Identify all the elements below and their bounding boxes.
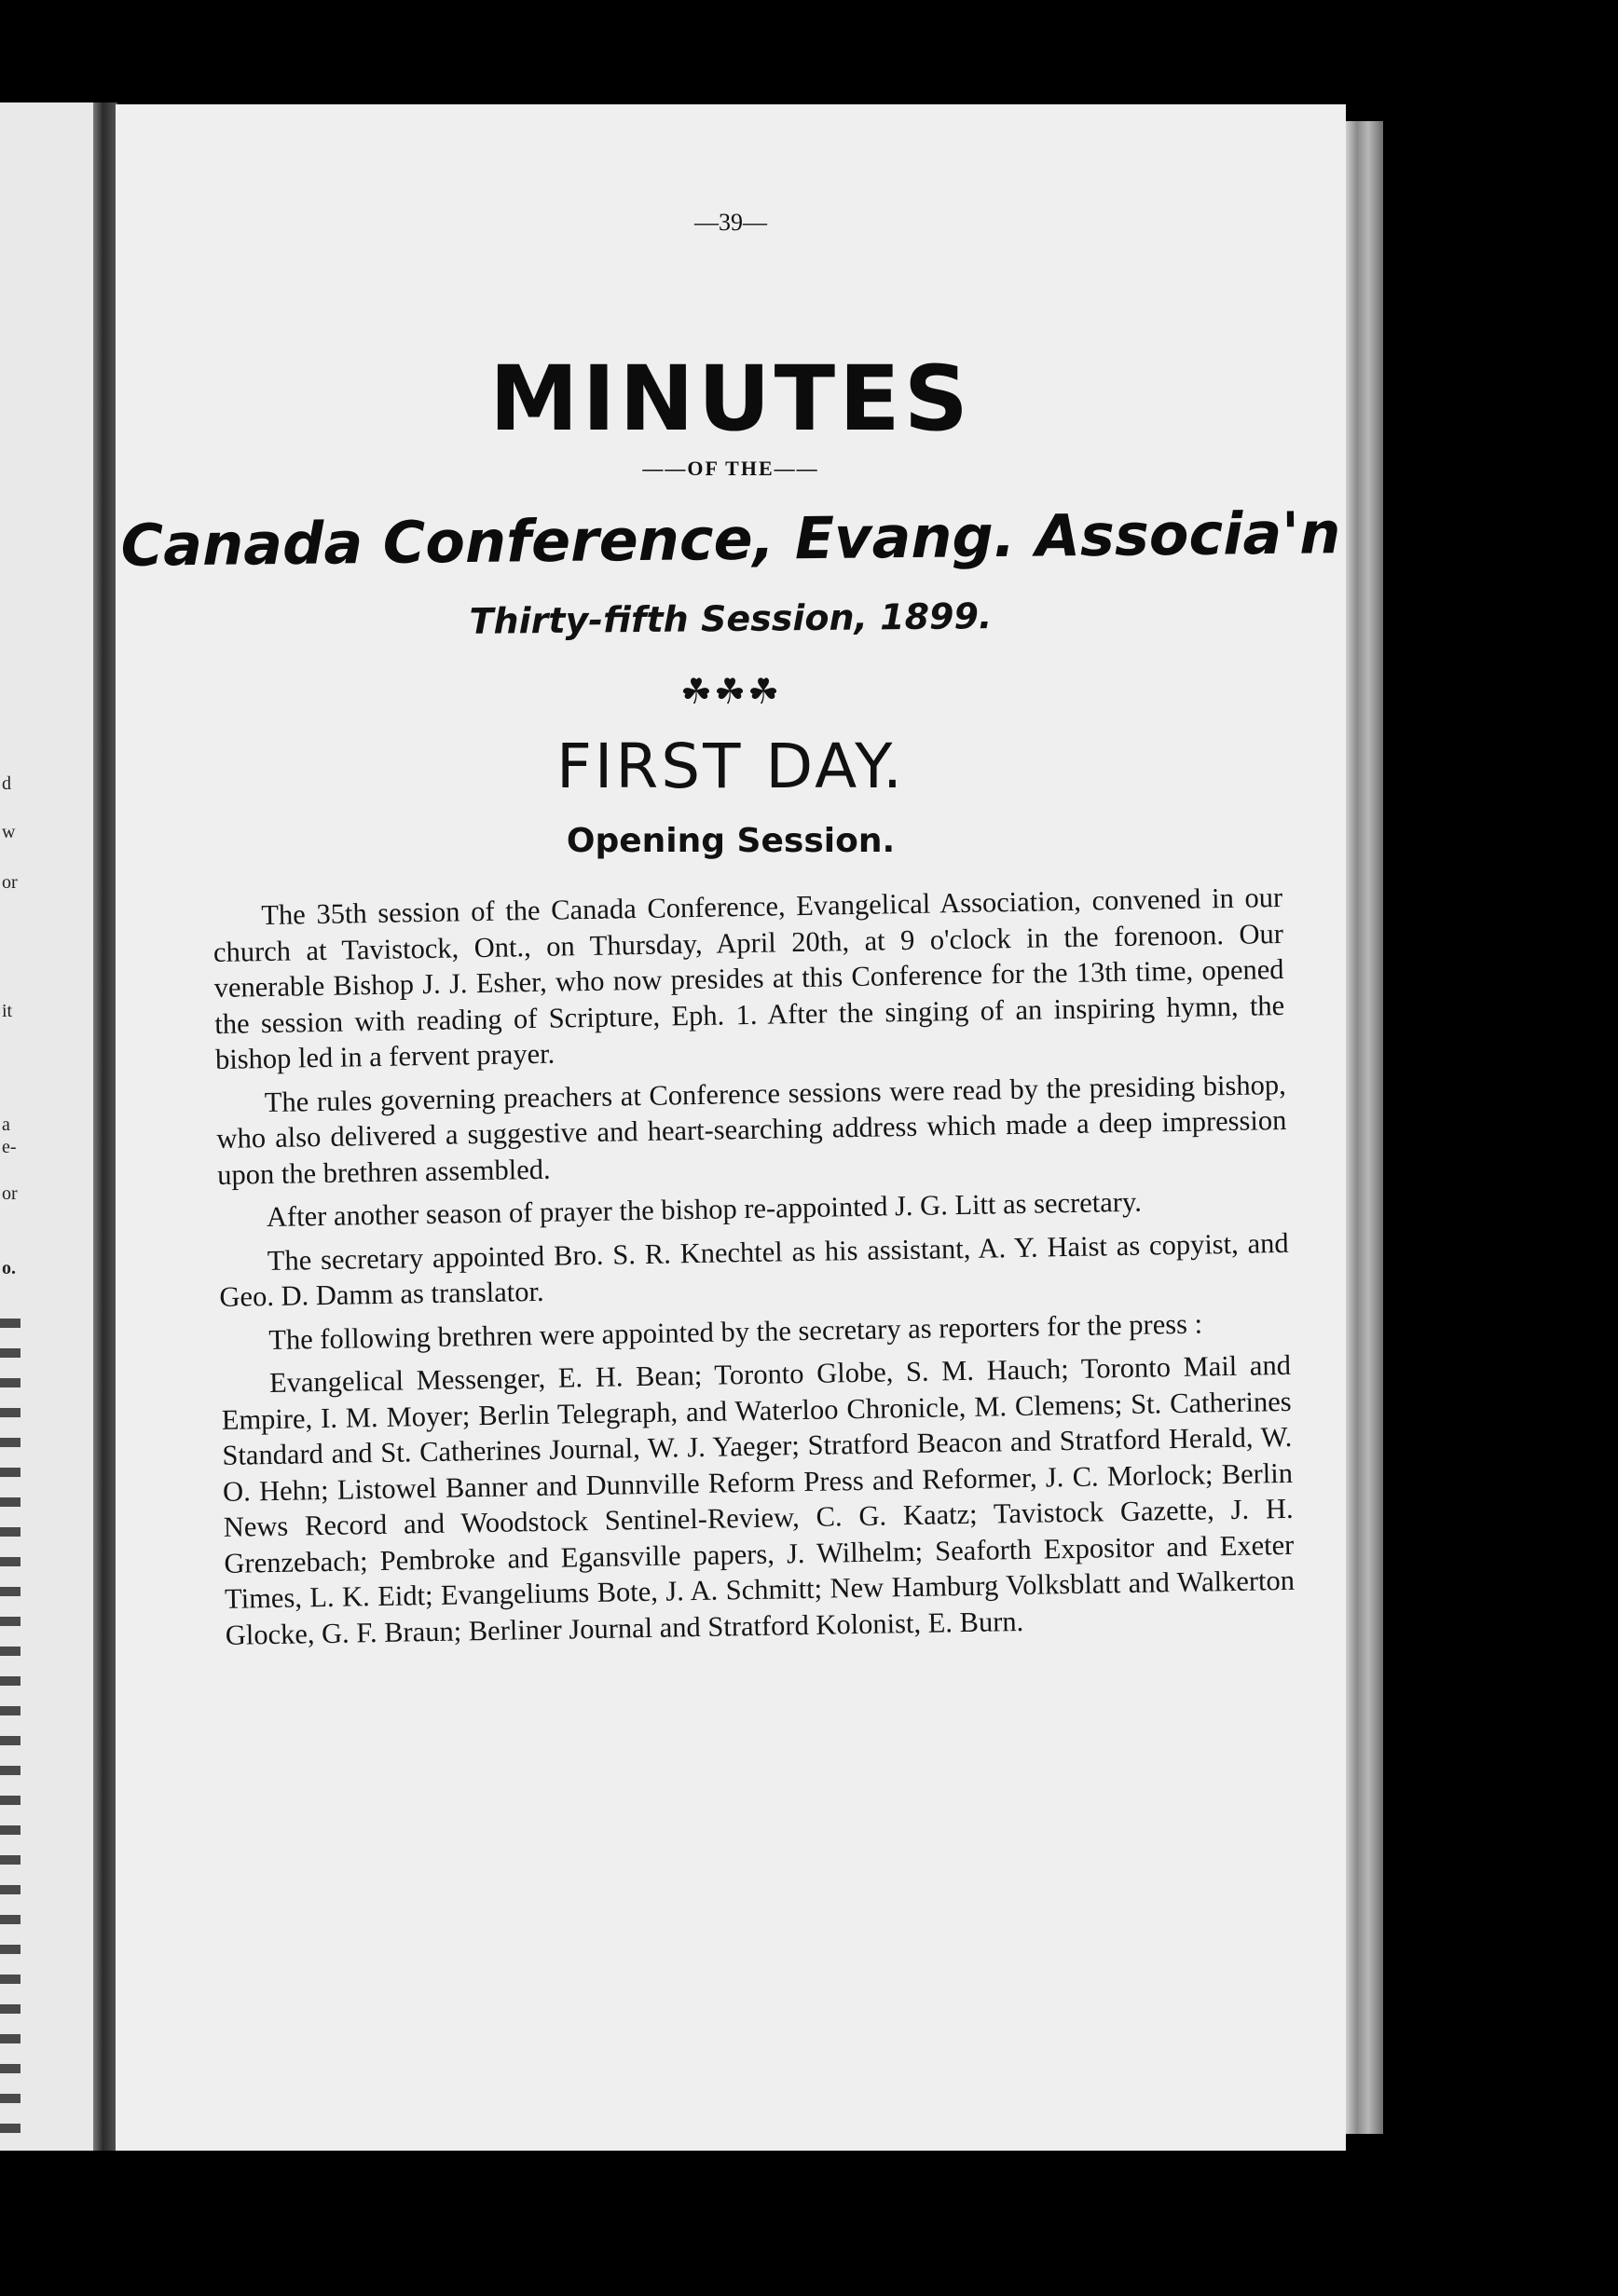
left-page-fragment [0,102,95,2151]
paragraph: The 35th session of the Canada Conference, Evangelical Association, convened in our church at Tavistock, Ont., on Thursday, April 20th, at 9 o'clock in the forenoon. Our venerable Bishop J. J. Esher, who now presides at this Conference for the 13th time, opened the session with reading of Scripture, Eph. 1. After the singing of an inspiring hymn, the bishop led in a fervent prayer. [213,881,1285,1075]
left-page-text: it [2,1001,13,1021]
session-heading: Thirty-fifth Session, 1899. [469,595,993,642]
paragraph: The rules governing preachers at Conference sessions were read by the presiding bishop, who also delivered a suggestive and heart-searching address which made a deep impression upon the brethren assembled. [216,1068,1287,1191]
paragraph: Evangelical Messenger, E. H. Bean; Toronto Globe, S. M. Hauch; Toronto Mail and Empire, I. M. Moyer; Berlin Telegraph, and Waterloo Chronicle, M. Clemens; St. Catherines Standard and St. Catherines Journal, W. J. Yaeger; Stratford Beacon and Stratford Herald, W. O. Hehn; Listowel Banner and Dunnville Reform Press and Reformer, J. C. Morlock; Berlin News Record and Woodstock Sentinel-Review, C. G. Kaatz; Tavistock Gazette, J. H. Grenzebach; Pembroke and Egansville papers, J. Wilhelm; Seaforth Expositor and Exeter Times, L. K. Eidt; Evangeliums Bote, J. A. Schmitt; New Hamburg Volksblatt and Walkerton Glocke, G. F. Braun; Berliner Journal and Stratford Kolonist, E. Burn. [221,1348,1296,1651]
left-page-text: a [2,1114,10,1135]
left-page-text: or [2,872,18,893]
document-page [116,104,1346,2151]
ornament-divider: ☘☘☘ [679,673,782,712]
left-page-rule-marks [0,1319,21,2139]
day-heading: FIRST DAY. [555,731,906,802]
left-page-text: w [2,822,16,842]
page-title: MINUTES [489,347,972,451]
page-edge [1346,121,1383,2134]
paragraph: The secretary appointed Bro. S. R. Knechtel as his assistant, A. Y. Haist as copyist, and Geo. D. Damm as translator. [219,1226,1289,1313]
left-page-text: e- [2,1137,17,1157]
paragraph: After another season of prayer the bishop re-appointed J. G. Litt as secretary. [266,1185,1143,1234]
of-the-line: ——OF THE—— [642,457,819,480]
section-heading: Opening Session. [566,822,896,860]
left-page-text: or [2,1183,18,1204]
body-text [213,880,1296,1660]
left-page-text: d [2,773,11,794]
left-page-text: o. [2,1258,16,1278]
organization-heading: Canada Conference, Evang. Associa'n [120,499,1341,580]
book-gutter [93,102,117,2151]
paragraph: The following brethren were appointed by the secretary as reporters for the press : [267,1307,1203,1356]
page-number: —39— [694,209,767,236]
